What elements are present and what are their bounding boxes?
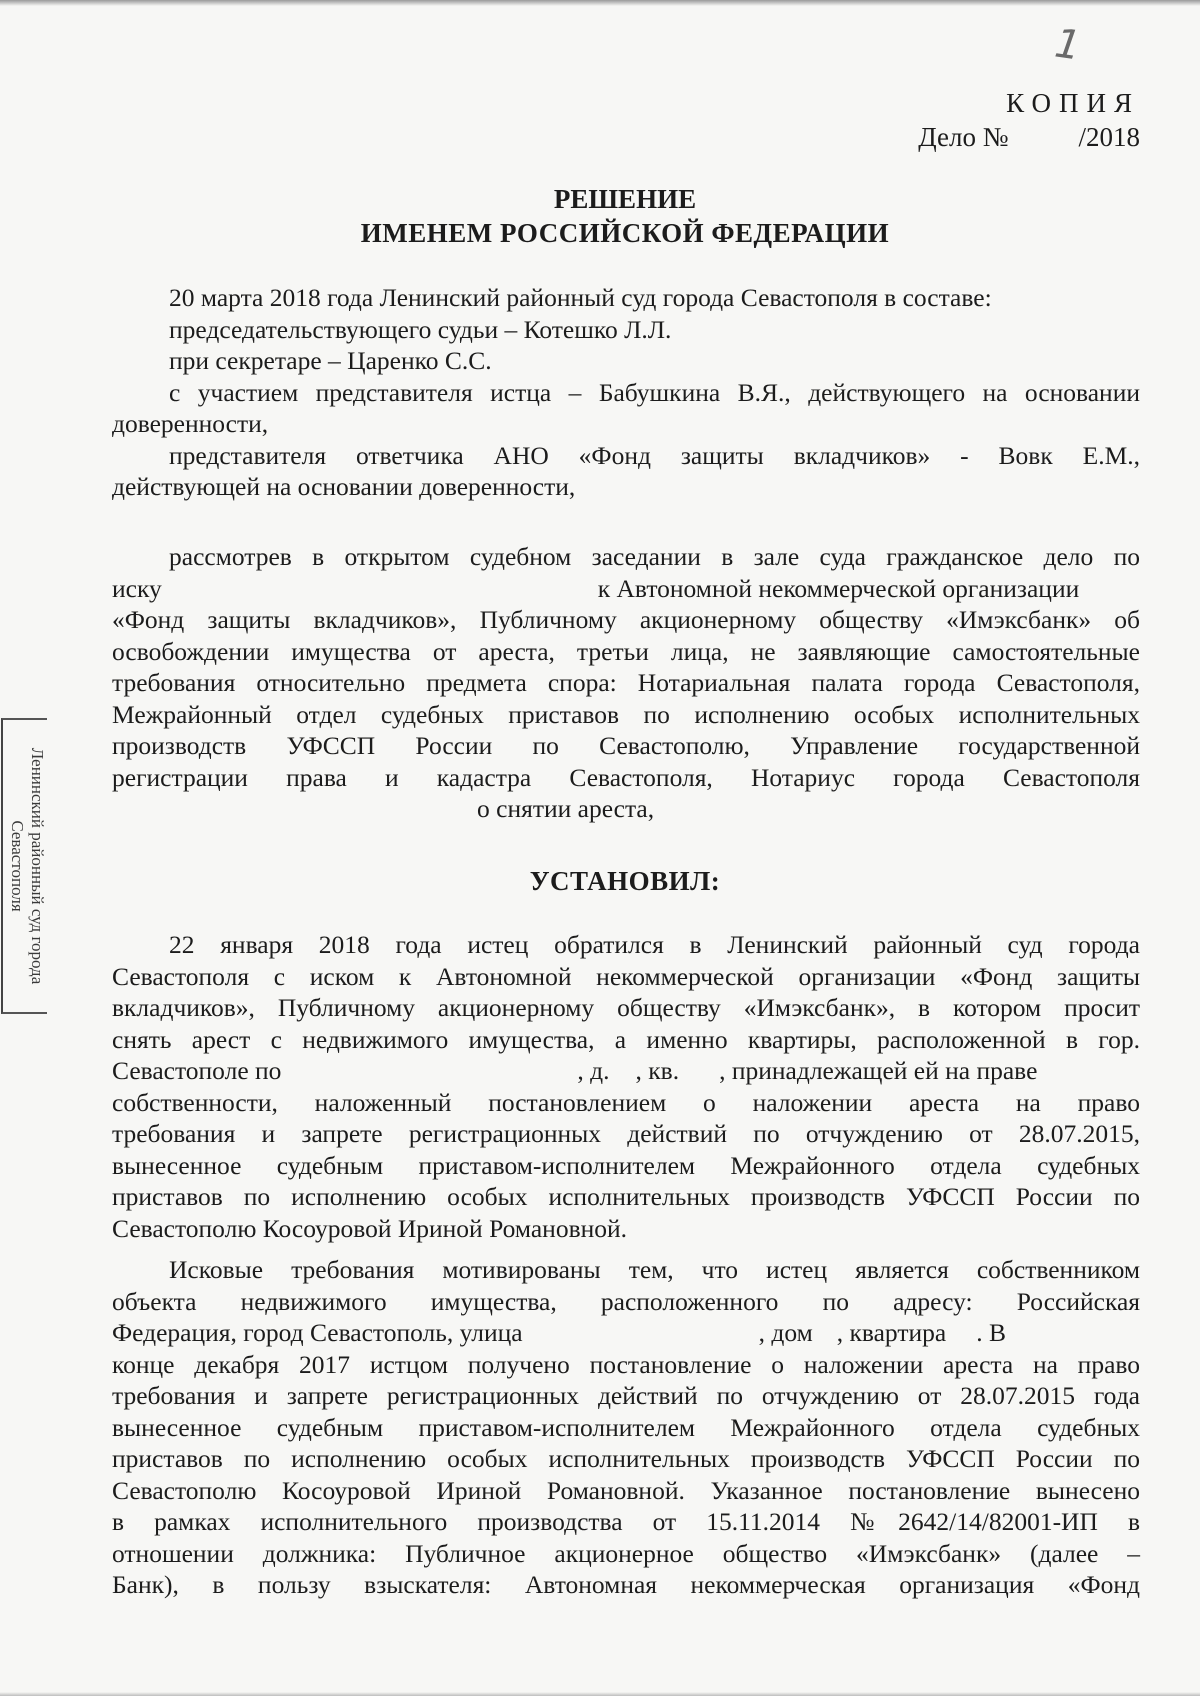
body-line: Банк), в пользу взыскателя: Автономная некоммерческая организация «Фонд [112,1570,1140,1599]
body-line: вынесенное судебным приставом-исполнителем Межрайонного отдела судебных [112,1412,1140,1442]
consideration-line: освобождении имущества от ареста, третьи лица, не заявляющие самостоятельные [112,636,1140,666]
body-fragment: . В [976,1318,1006,1347]
body-line: Севастополя с иском к Автономной некоммерческой организации «Фонд защиты [112,961,1140,991]
court-stamp-line: Ленинский районный суд города [28,747,47,985]
body-paragraph-1 [112,929,1140,1244]
consideration-line: «Фонд защиты вкладчиков», Публичному акционерному обществу «Имэксбанк» об [112,605,1140,634]
document-title: РЕШЕНИЕ [553,184,697,214]
body-line: требования и запрете регистрационных действий по отчуждению от 28.07.2015 года [112,1381,1140,1410]
body-fragment: , принадлежащей ей на праве [719,1056,1038,1085]
body-line [112,1055,1140,1087]
document-subtitle: ИМЕНЕМ РОССИЙСКОЙ ФЕДЕРАЦИИ [360,218,890,248]
body-line: в рамках исполнительного производства от 15.11.2014 №2642/14/82001-ИП в [112,1507,1140,1536]
body-fragment: Федерация, город Севастополь, улица [112,1318,523,1347]
body-fragment: , квартира [836,1318,947,1347]
established-heading: УСТАНОВИЛ: [529,866,721,896]
body-line: собственности, наложенный постановлением о наложении ареста на право [112,1087,1140,1117]
court-stamp-line: Севастополя [8,820,27,912]
consideration-line: рассмотрев в открытом судебном заседании в зале суда гражданское дело по [169,542,1140,571]
case-number-suffix: /2018 [1078,122,1140,152]
intro-line: при секретаре – Царенко С.С. [169,346,492,375]
body-line: приставов по исполнению особых исполнительных производств УФССП России по [112,1444,1140,1473]
case-number-prefix: Дело № [918,122,1009,152]
body-line: Исковые требования мотивированы тем, что истец является собственником [169,1255,1140,1284]
body-line: 22 января 2018 года истец обратился в Ленинский районный суд города [169,930,1140,959]
copy-mark: КОПИЯ [1006,88,1140,118]
body-fragment: , дом [758,1318,813,1347]
body-line: отношении должника: Публичное акционерное общество «Имэксбанк» (далее – [112,1538,1140,1568]
consideration-line: производств УФССП России по Севастополю, Управление государственной [112,731,1140,760]
body-fragment: , д. [577,1056,610,1085]
body-line [112,1317,1140,1349]
intro-line: 20 марта 2018 года Ленинский районный суд города Севастополя в составе: [169,283,992,312]
court-stamp-text [3,720,47,1012]
consideration-line [112,573,1140,605]
body-line: приставов по исполнению особых исполнительных производств УФССП России по [112,1182,1140,1211]
body-line: объекта недвижимого имущества, расположенного по адресу: Российская [112,1286,1140,1316]
court-stamp [1,718,47,1014]
body-fragment: Севастополе по [112,1056,282,1085]
consideration-fragment: иску [112,573,162,603]
body-line: требования и запрете регистрационных действий по отчуждению от 28.07.2015, [112,1119,1140,1148]
intro-line: с участием представителя истца – Бабушкина В.Я., действующего на основании [169,377,1140,407]
intro-line: представителя ответчика АНО «Фонд защиты вкладчиков» - Вовк Е.М., [169,440,1140,470]
consideration-line: о снятии ареста, [477,794,655,823]
body-line: Севастополю Косоуровой Ириной Романовной. Указанное постановление вынесено [112,1475,1140,1505]
consideration-fragment: к Автономной некоммерческой организации [597,573,1080,603]
consideration-line: регистрации права и кадастра Севастополя, Нотариус города Севастополя [112,762,1140,792]
scan-edge-top [0,0,1200,6]
case-number [918,122,1140,153]
consideration-paragraph [112,541,1140,825]
body-line: вынесенное судебным приставом-исполнителем Межрайонного отдела судебных [112,1150,1140,1180]
body-fragment: , кв. [635,1056,680,1085]
intro-paragraph [112,282,1140,503]
body-line: вкладчиков», Публичному акционерному обществу «Имэксбанк», в котором просит [112,993,1140,1022]
handwritten-page-number: 1 [1051,20,1084,70]
body-line: Севастополю Косоуровой Ириной Романовной. [112,1213,628,1243]
scan-edge-bottom [0,1692,1200,1696]
consideration-line: Межрайонный отдел судебных приставов по исполнению особых исполнительных [112,699,1140,729]
intro-line: доверенности, [112,409,269,438]
intro-line: председательствующего судьи – Котешко Л.Л. [169,314,672,344]
consideration-line: требования относительно предмета спора: Нотариальная палата города Севастополя, [112,668,1140,697]
body-line: конце декабря 2017 истцом получено постановление о наложении ареста на право [112,1349,1140,1379]
body-paragraph-2 [112,1254,1140,1601]
body-line: снять арест с недвижимого имущества, а именно квартиры, расположенной в гор. [112,1024,1140,1054]
intro-line: действующей на основании доверенности, [112,472,576,501]
